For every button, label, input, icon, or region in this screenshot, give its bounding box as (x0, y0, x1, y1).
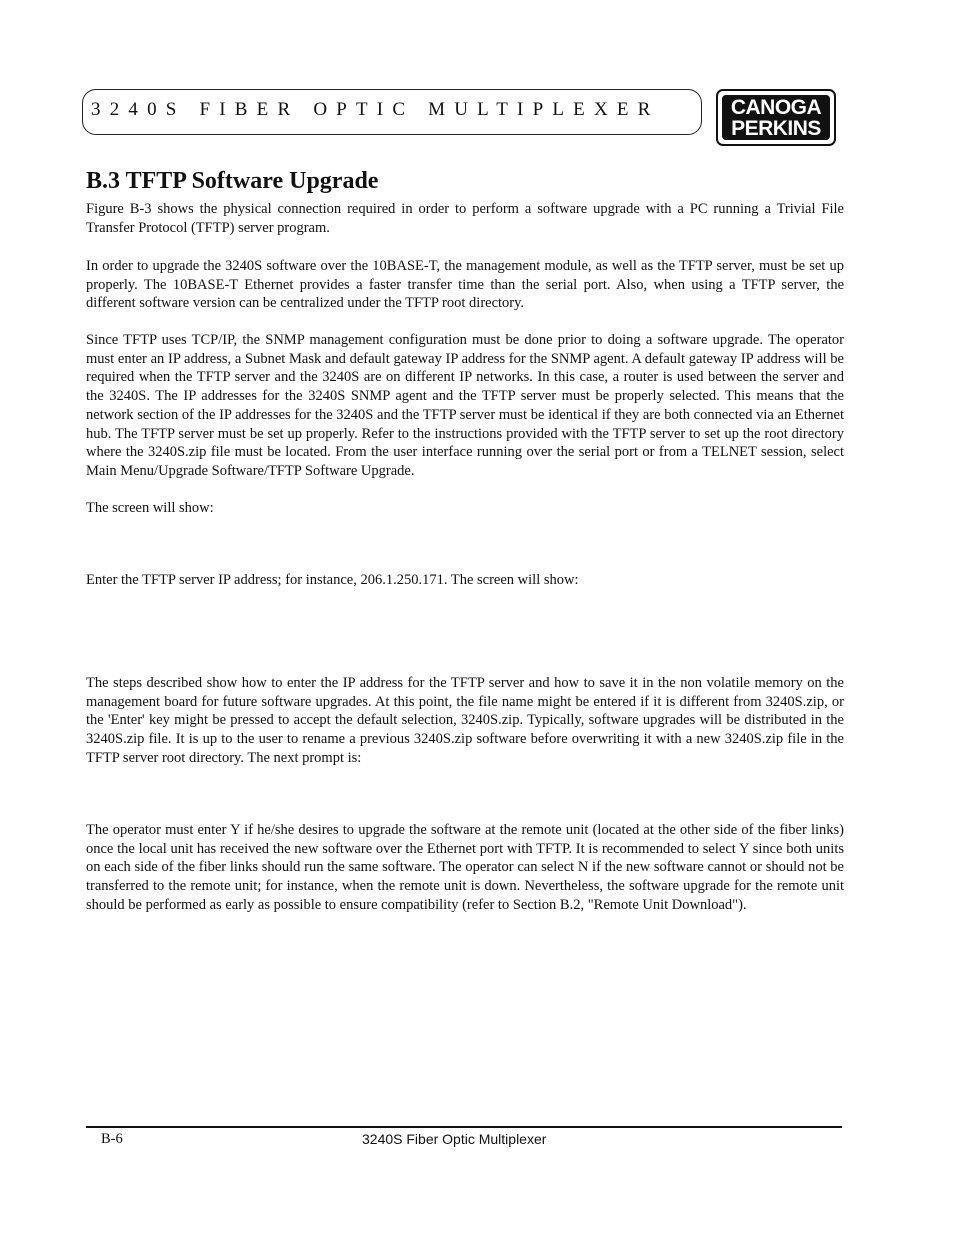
section-heading: B.3 TFTP Software Upgrade (86, 168, 379, 194)
paragraph-intro: Figure B-3 shows the physical connection required in order to perform a software upgrade with a PC running a Trivial File Transfer Protocol (TFTP) server program. (86, 201, 844, 236)
paragraph-remote: The operator must enter Y if he/she desires to upgrade the software at the remote unit (located at the other side of the fiber links) once the local unit has received the new software over the Ethernet port with TFTP. It is recommended to select Y since both units on each side of the fiber links should run the same software. The operator can select N if the new software cannot or should not be transferred to the remote unit; for instance, when the remote unit is down. Nevertheless, the software upgrade for the remote unit should be performed as early as possible to ensure compatibility (refer to Section B.2, "Remote Unit Download"). (86, 822, 844, 913)
paragraph-screen-show: The screen will show: (86, 500, 214, 516)
canoga-perkins-logo (716, 89, 836, 146)
paragraph-enter-ip: Enter the TFTP server IP address; for instance, 206.1.250.171. The screen will show: (86, 572, 579, 588)
paragraph-tcpip: Since TFTP uses TCP/IP, the SNMP management configuration must be done prior to doing a software upgrade. The operator must enter an IP address, a Subnet Mask and default gateway IP address for the SNMP agent. A default gateway IP address will be required when the TFTP server and the 3240S are on different IP networks. In this case, a router is used between the server and the 3240S. The IP addresses for the 3240S SNMP agent and the TFTP server must be properly selected. This means that the network section of the IP addresses for the 3240S and the TFTP server must be identical if they are both connected via an Ethernet hub. The TFTP server must be set up properly. Refer to the instructions provided with the TFTP server to set up the root directory where the 3240S.zip file must be located. From the user interface running over the serial port or from a TELNET session, select Main Menu/Upgrade Software/TFTP Software Upgrade. (86, 332, 844, 479)
page-number: B-6 (101, 1131, 123, 1147)
footer-title: 3240S Fiber Optic Multiplexer (362, 1131, 547, 1147)
logo-text-canoga: CANOGA (730, 96, 822, 119)
paragraph-setup: In order to upgrade the 3240S software over the 10BASE-T, the management module, as well as the TFTP server, must be set up properly. The 10BASE-T Ethernet provides a faster transfer time than the serial port. Also, when using a TFTP server, the different software version can be centralized under the TFTP root directory. (86, 258, 844, 312)
paragraph-steps: The steps described show how to enter the IP address for the TFTP server and how to save it in the non volatile memory on the management board for future software upgrades. At this point, the file name might be entered if it is different from 3240S.zip, or the 'Enter' key might be pressed to accept the default selection, 3240S.zip. Typically, software upgrades will be distributed in the 3240S.zip file. It is up to the user to rename a previous 3240S.zip software before overwriting it with a new 3240S.zip file in the TFTP server root directory. The next prompt is: (86, 675, 844, 766)
footer-divider (86, 1126, 842, 1128)
logo-text-perkins: PERKINS (731, 117, 821, 140)
header-title: 3240S FIBER OPTIC MULTIPLEXER (91, 99, 660, 120)
logo-background (722, 95, 830, 140)
